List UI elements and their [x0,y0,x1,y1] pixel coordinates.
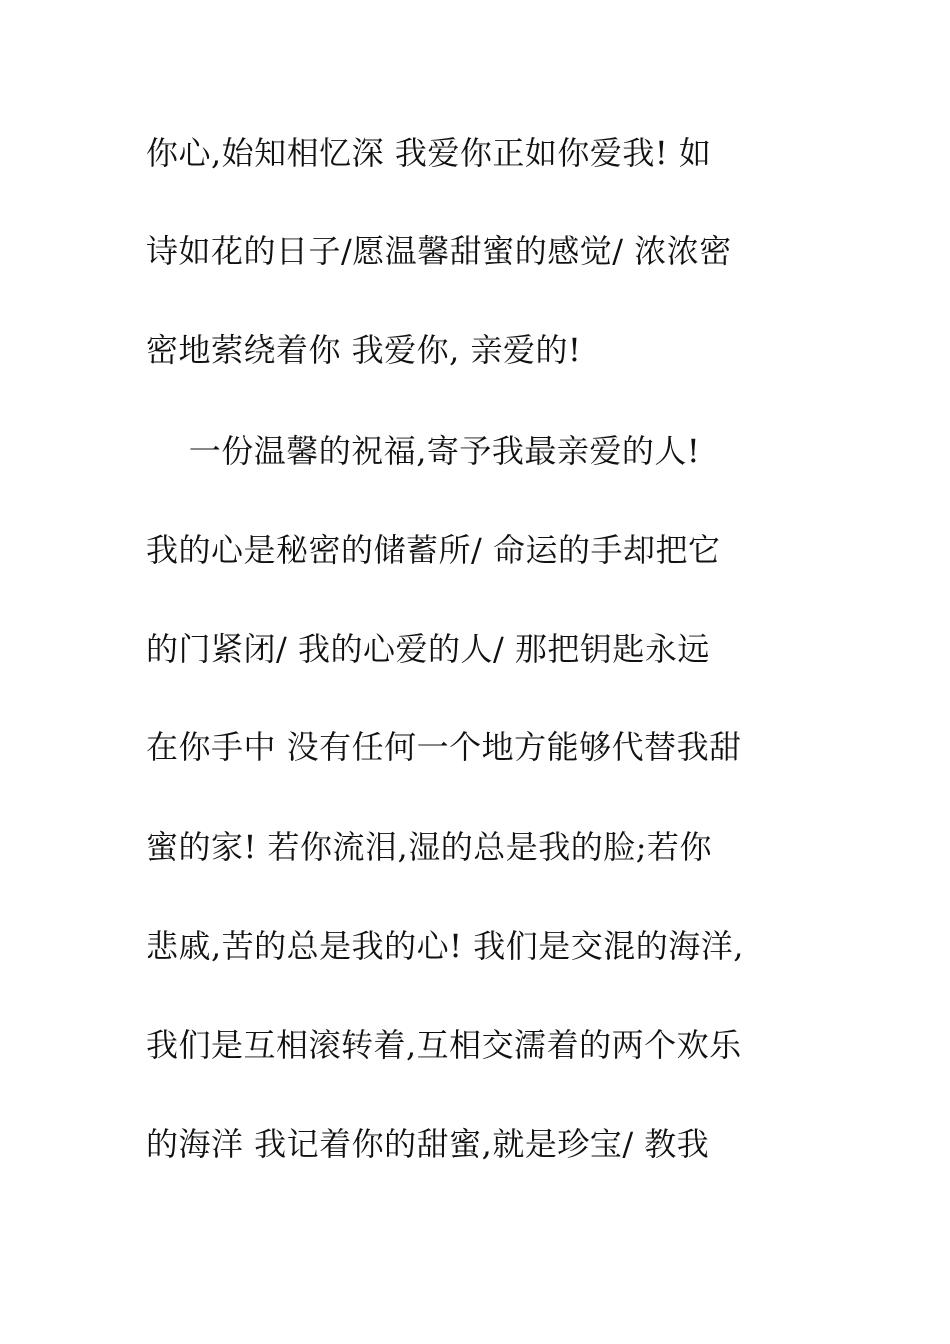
text-line: 你心,始知相忆深 我爱你正如你爱我! 如 [146,134,712,172]
text-line: 的海洋 我记着你的甜蜜,就是珍宝/ 教我 [146,1125,710,1163]
text-line: 我的心是秘密的储蓄所/ 命运的手却把它 [146,531,721,569]
text-line: 诗如花的日子/愿温馨甜蜜的感觉/ 浓浓密 [146,232,732,270]
paragraph-start-line: 一份温馨的祝福,寄予我最亲爱的人! [146,432,701,470]
text-line: 的门紧闭/ 我的心爱的人/ 那把钥匙永远 [146,630,710,668]
text-line: 我们是互相滚转着,互相交濡着的两个欢乐 [146,1026,742,1064]
text-line: 在你手中 没有任何一个地方能够代替我甜 [146,728,742,766]
text-line: 蜜的家! 若你流泪,湿的总是我的脸;若你 [146,828,712,866]
text-line: 悲戚,苦的总是我的心! 我们是交混的海洋, [146,927,744,965]
text-line: 密地萦绕着你 我爱你, 亲爱的! [146,331,582,369]
